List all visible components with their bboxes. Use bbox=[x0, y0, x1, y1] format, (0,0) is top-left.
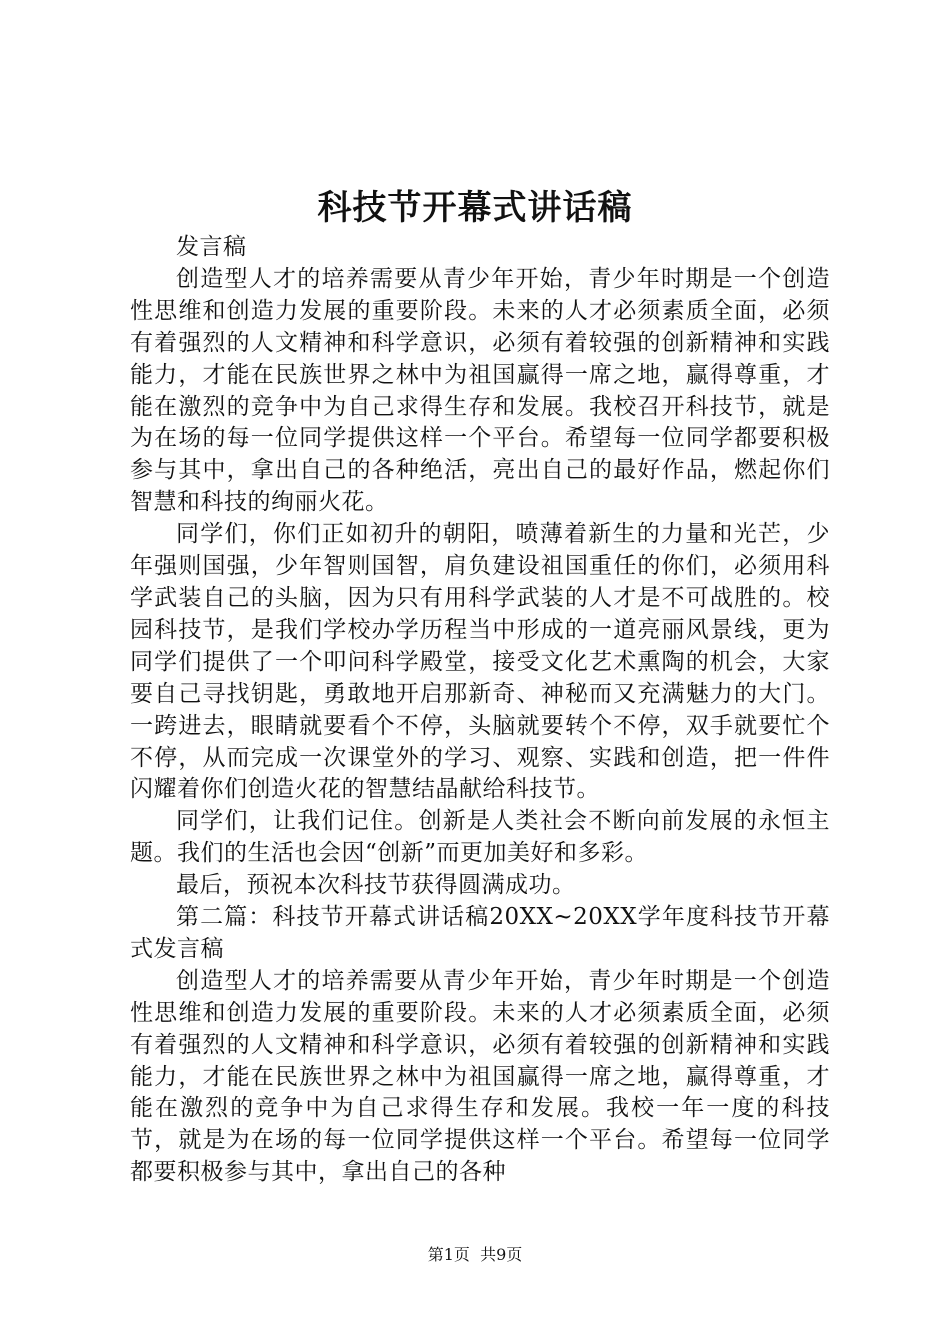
page-number-footer: 第1页 共9页 bbox=[427, 1245, 523, 1264]
paragraph-speech-label: 发言稿 bbox=[176, 234, 247, 260]
paragraph-talent-intro: 创造型人才的培养需要从青少年开始，青少年时期是一个创造性思维和创造力发展的重要阶段。未来的人才必须素质全面，必须有着强烈的人文精神和科学意识，必须有着较强的创新精神和实践能力，才能在民族世界之林中为祖国赢得一席之地，赢得尊重，才能在激烈的竞争中为自己求得生存和发展。我校召开科技节，就是为在场的每一位同学提供这样一个平台。希望每一位同学都要积极参与其中，拿出自己的各种绝活，亮出自己的最好作品，燃起你们智慧和科技的绚丽火花。 bbox=[130, 265, 830, 516]
paragraph-innovation: 同学们，让我们记住。创新是人类社会不断向前发展的永恒主题。我们的生活也会因“创新”而更加美好和多彩。 bbox=[130, 808, 830, 867]
page-title: 科技节开幕式讲话稿 bbox=[317, 188, 633, 228]
document-body bbox=[130, 232, 830, 1189]
paragraph-second-article-body: 创造型人才的培养需要从青少年开始，青少年时期是一个创造性思维和创造力发展的重要阶段。未来的人才必须素质全面，必须有着强烈的人文精神和科学意识，必须有着较强的创新精神和实践能力，才能在民族世界之林中为祖国赢得一席之地，赢得尊重，才能在激烈的竞争中为自己求得生存和发展。我校一年一度的科技节，就是为在场的每一位同学提供这样一个平台。希望每一位同学都要积极参与其中，拿出自己的各种 bbox=[130, 967, 830, 1186]
paragraph-closing-wish: 最后，预祝本次科技节获得圆满成功。 bbox=[176, 872, 576, 899]
paragraph-students-address: 同学们，你们正如初升的朝阳，喷薄着新生的力量和光芒，少年强则国强，少年智则国智，肩负建设祖国重任的你们，必须用科学武装自己的头脑，因为只有用科学武装的人才是不可战胜的。校园科技节，是我们学校办学历程当中形成的一道亮丽风景线，更为同学们提供了一个叩问科学殿堂，接受文化艺术熏陶的机会，大家要自己寻找钥匙，勇敢地开启那新奇、神秘而又充满魅力的大门。一跨进去，眼睛就要看个不停，头脑就要转个不停，双手就要忙个不停，从而完成一次课堂外的学习、观察、实践和创造，把一件件闪耀着你们创造火花的智慧结晶献给科技节。 bbox=[130, 521, 830, 803]
paragraph-second-article-heading: 第二篇：科技节开幕式讲话稿20XX~20XX学年度科技节开幕式发言稿 bbox=[130, 904, 830, 962]
